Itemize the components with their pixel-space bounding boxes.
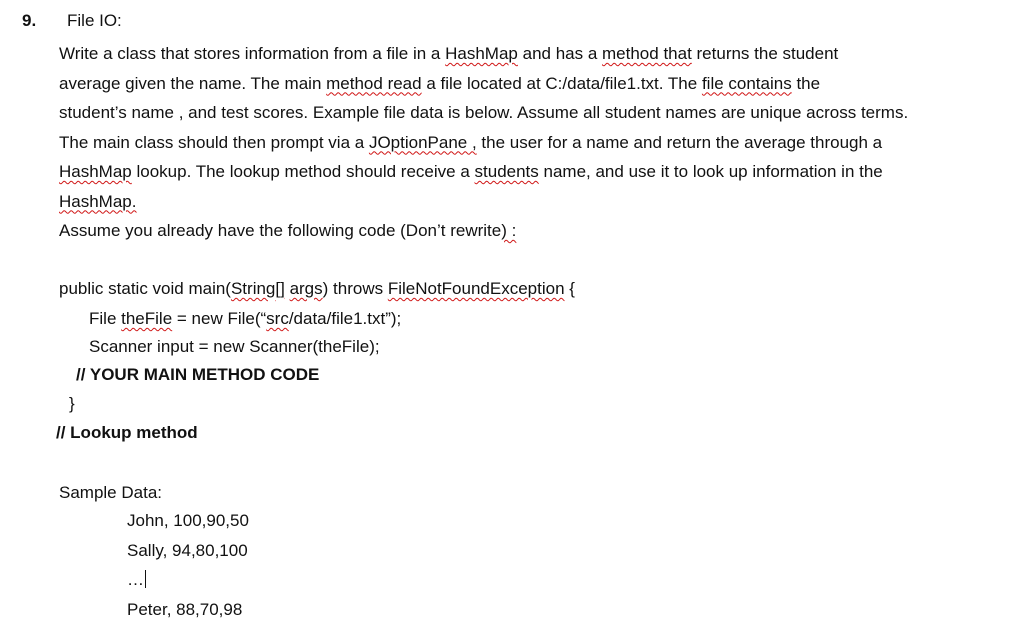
text-span: Assume you already have the following code (Don’t rewrite [59, 221, 502, 240]
spellcheck-word: String[] [230, 279, 285, 298]
spellcheck-word: method that [602, 44, 692, 63]
spellcheck-word: students [474, 162, 539, 181]
body-line-4 [59, 128, 1014, 158]
text-span: { [564, 279, 575, 298]
text-span: = new File(“ [172, 309, 267, 328]
text-span: Write a class that stores information from a file in a [59, 44, 446, 63]
text-span: The main class should then prompt via a [59, 132, 369, 152]
code-close-brace: } [69, 394, 75, 413]
ellipsis-text: … [127, 570, 144, 589]
sample-row-ellipsis [127, 569, 146, 591]
question-number: 9. [22, 11, 37, 30]
text-span: the user for a name and return the average through a [476, 132, 883, 152]
text-span: ) throws [322, 279, 388, 298]
text-span: and has a [517, 44, 603, 63]
sample-data-label: Sample Data: [59, 483, 162, 502]
text-span: /data/file1.txt”); [288, 309, 402, 328]
text-span: average given the name. The main [59, 73, 327, 93]
spellcheck-word: theFile [121, 309, 173, 328]
spellcheck-word: HashMap. [59, 191, 137, 211]
code-file-line [89, 308, 401, 330]
spellcheck-word: file contains [701, 73, 792, 93]
spellcheck-word: JOptionPane , [368, 132, 477, 152]
text-span: File [89, 309, 122, 328]
body-line-2 [59, 69, 1014, 99]
body-line-7 [59, 216, 1014, 246]
question-body [59, 39, 1014, 246]
spellcheck-word: method read [326, 73, 422, 93]
text-span: returns the student [691, 44, 839, 63]
spellcheck-word: HashMap [59, 162, 132, 181]
body-line-5 [59, 157, 1014, 187]
spellcheck-word: args [289, 279, 323, 298]
spellcheck-word: ) : [501, 221, 517, 240]
code-lookup-comment: // Lookup method [56, 423, 198, 442]
text-span: lookup. The lookup method should receive a [131, 162, 475, 181]
sample-row: Sally, 94,80,100 [127, 541, 248, 560]
text-span: a file located at C:/data/file1.txt. The [421, 73, 702, 93]
text-span: name, and use it to look up information in the [538, 162, 883, 181]
spellcheck-word: HashMap [445, 44, 518, 63]
sample-row: Peter, 88,70,98 [127, 600, 243, 619]
spellcheck-word: src [266, 309, 289, 328]
code-main-comment: // YOUR MAIN METHOD CODE [76, 365, 320, 384]
body-line-1 [59, 39, 1014, 69]
body-line-3: student’s name , and test scores. Example file data is below. Assume all student names are unique across terms. [59, 103, 909, 122]
text-span: the [791, 73, 821, 93]
code-signature-line [59, 278, 575, 300]
text-cursor-icon [145, 570, 146, 588]
body-line-6 [59, 187, 1014, 217]
text-span: public static void main( [59, 279, 231, 298]
code-scanner-line: Scanner input = new Scanner(theFile); [89, 337, 380, 356]
spellcheck-word: FileNotFoundException [387, 279, 565, 298]
question-title: File IO: [67, 11, 122, 30]
sample-row: John, 100,90,50 [127, 511, 249, 530]
